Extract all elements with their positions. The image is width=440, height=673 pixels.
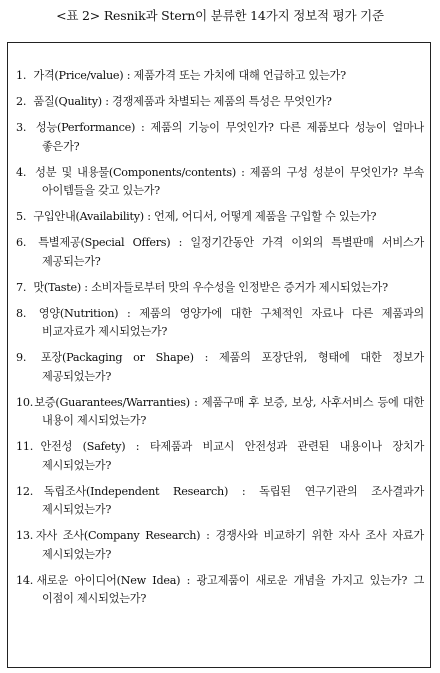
- criteria-item-1: [16, 67, 424, 86]
- item-text: 성분 및 내용물(Components/contents) : 제품의 구성 성분이 무엇인가? 부속 아이템들을 갖고 있는가?: [35, 165, 424, 197]
- criteria-item-5: [16, 208, 424, 227]
- criteria-item-12: [16, 483, 424, 520]
- criteria-item-4: [16, 164, 424, 201]
- criteria-item-9: [16, 349, 424, 386]
- item-text: 품질(Quality) : 경쟁제품과 차별되는 제품의 특성은 무엇인가?: [33, 95, 332, 108]
- criteria-item-6: [16, 234, 424, 271]
- item-text: 성능(Performance) : 제품의 기능이 무엇인가? 다른 제품보다 성능이 얼마나 좋은가?: [35, 121, 424, 153]
- item-text: 영양(Nutrition) : 제품의 영양가에 대한 구체적인 자료나 다른 제품과의 비교자료가 제시되었는가?: [38, 306, 424, 338]
- item-number: 3.: [16, 121, 27, 134]
- criteria-item-3: [16, 119, 424, 156]
- item-number: 14.: [16, 573, 34, 587]
- item-number: 10.: [16, 395, 34, 409]
- criteria-item-11: [16, 438, 424, 475]
- item-text: 안전성 (Safety) : 타제품과 비교시 안전성과 관련된 내용이나 장치가 제시되었는가?: [40, 440, 424, 472]
- criteria-item-13: [16, 527, 424, 564]
- criteria-item-14: [16, 572, 424, 609]
- item-text: 새로운 아이디어(New Idea) : 광고제품이 새로운 개념을 가지고 있는가? 그 이점이 제시되었는가?: [36, 573, 424, 605]
- table-caption: <표 2> Resnik과 Stern이 분류한 14가지 정보적 평가 기준: [56, 8, 384, 23]
- item-number: 9.: [16, 351, 27, 364]
- item-number: 13.: [16, 529, 34, 542]
- item-text: 자사 조사(Company Research) : 경쟁사와 비교하기 위한 자사 조사 자료가 제시되었는가?: [35, 529, 424, 561]
- criteria-box: [7, 42, 431, 668]
- criteria-item-7: [16, 279, 424, 298]
- item-number: 11.: [16, 440, 34, 453]
- item-number: 6.: [16, 236, 27, 249]
- item-text: 포장(Packaging or Shape) : 제품의 포장단위, 형태에 대한 정보가 제공되었는가?: [40, 351, 424, 383]
- criteria-list: [16, 67, 424, 616]
- item-text: 독립조사(Independent Research) : 독립된 연구기관의 조사결과가 제시되었는가?: [42, 484, 424, 516]
- item-text: 가격(Price/value) : 제품가격 또는 가치에 대해 언급하고 있는가?: [33, 69, 346, 82]
- item-text: 맛(Taste) : 소비자들로부터 맛의 우수성을 인정받은 증거가 제시되었는가?: [33, 280, 388, 294]
- criteria-item-8: [16, 305, 424, 342]
- item-number: 8.: [16, 306, 27, 320]
- item-number: 7.: [16, 280, 27, 294]
- item-text: 보증(Guarantees/Warranties) : 제품구매 후 보증, 보상, 사후서비스 등에 대한 내용이 제시되었는가?: [34, 395, 424, 427]
- item-text: 특별제공(Special Offers) : 일정기간동안 가격 이외의 특별판매 서비스가 제공되는가?: [38, 236, 424, 268]
- item-text: 구입안내(Availability) : 언제, 어디서, 어떻게 제품을 구입할 수 있는가?: [33, 210, 377, 223]
- item-number: 12.: [16, 484, 34, 498]
- item-number: 5.: [16, 210, 27, 223]
- item-number: 4.: [16, 165, 27, 179]
- item-number: 2.: [16, 95, 27, 108]
- criteria-item-10: [16, 394, 424, 431]
- item-number: 1.: [16, 69, 27, 82]
- criteria-item-2: [16, 93, 424, 112]
